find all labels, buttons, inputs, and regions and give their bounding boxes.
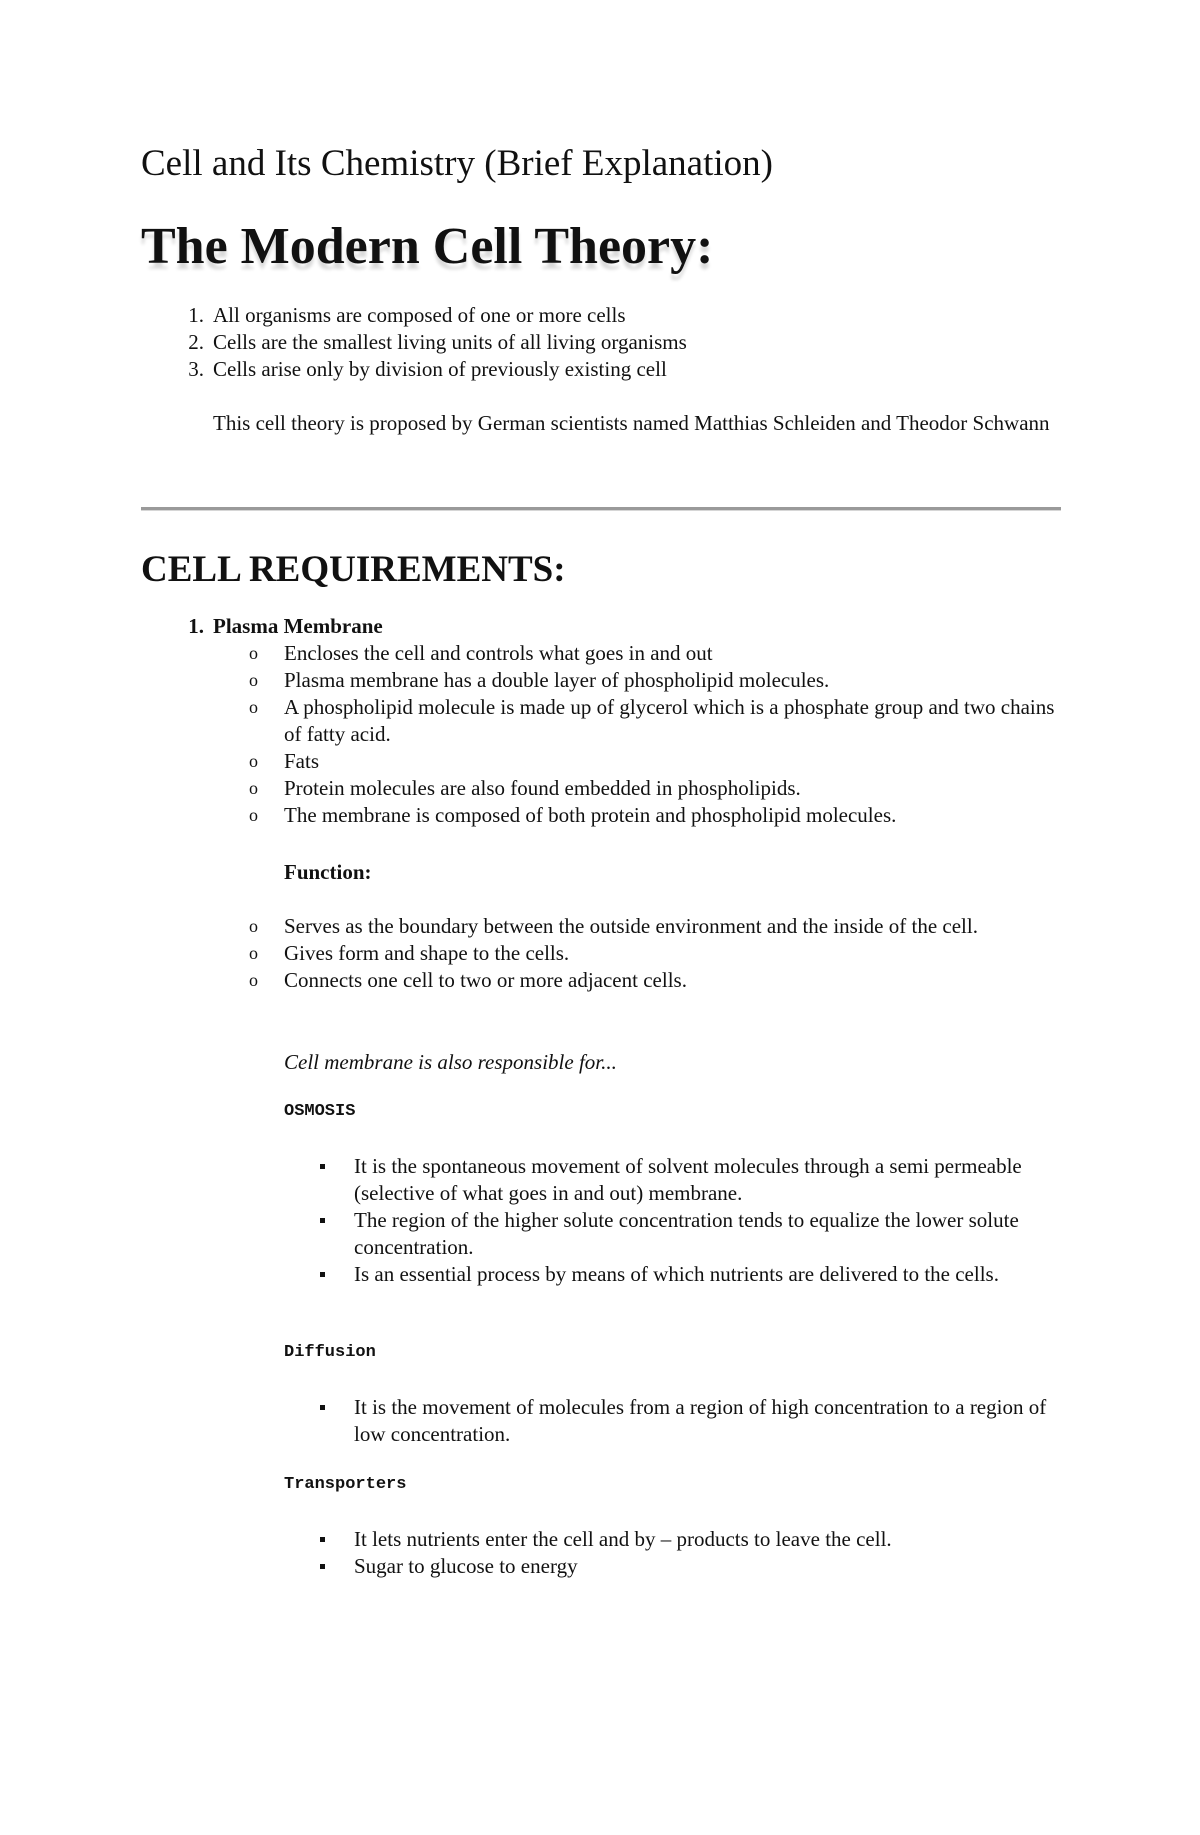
list-text: It is the spontaneous movement of solvent molecules through a semi permeable (selective of what goes in and out) membrane.	[354, 1154, 1022, 1205]
diffusion-points	[284, 1394, 1064, 1448]
list-number: 1.	[188, 303, 204, 327]
bullet-marker: o	[249, 670, 258, 690]
bullet-marker: o	[249, 970, 258, 990]
list-item	[284, 1153, 1064, 1207]
list-number: 2.	[188, 330, 204, 354]
list-item	[213, 913, 1073, 940]
bullet-marker: o	[249, 943, 258, 963]
responsible-note: Cell membrane is also responsible for...	[284, 1050, 617, 1074]
list-item	[213, 802, 1073, 829]
list-text: It lets nutrients enter the cell and by – products to leave the cell.	[354, 1527, 892, 1551]
function-label: Function:	[284, 860, 372, 884]
list-text: Gives form and shape to the cells.	[284, 941, 570, 965]
list-text: Encloses the cell and controls what goes in and out	[284, 641, 713, 665]
square-bullet-icon	[320, 1537, 325, 1542]
document-title: Cell and Its Chemistry (Brief Explanation)	[141, 143, 773, 184]
bullet-marker: o	[249, 805, 258, 825]
square-bullet-icon	[320, 1218, 325, 1223]
membrane-points	[213, 640, 1073, 829]
list-text: All organisms are composed of one or more cells	[213, 303, 626, 327]
list-text: The membrane is composed of both protein and phospholipid molecules.	[284, 803, 897, 827]
list-item	[141, 356, 1061, 383]
theory-note: This cell theory is proposed by German scientists named Matthias Schleiden and Theodor Schwann	[213, 411, 1050, 435]
osmosis-heading: OSMOSIS	[284, 1102, 356, 1121]
requirements-heading: CELL REQUIREMENTS:	[141, 549, 566, 590]
list-text: Connects one cell to two or more adjacent cells.	[284, 968, 687, 992]
list-item	[213, 748, 1073, 775]
list-text: Fats	[284, 749, 320, 773]
theory-list	[141, 302, 1061, 383]
bullet-marker: o	[249, 778, 258, 798]
osmosis-points	[284, 1153, 1064, 1288]
theory-heading: The Modern Cell Theory:	[141, 218, 714, 275]
list-text: The region of the higher solute concentration tends to equalize the lower solute concentration.	[354, 1208, 1019, 1259]
bullet-marker: o	[249, 643, 258, 663]
square-bullet-icon	[320, 1164, 325, 1169]
list-item	[213, 940, 1073, 967]
bullet-marker: o	[249, 751, 258, 771]
list-item	[141, 302, 1061, 329]
list-text: Sugar to glucose to energy	[354, 1554, 578, 1578]
transporters-points	[284, 1526, 1064, 1580]
list-text: It is the movement of molecules from a region of high concentration to a region of low concentration.	[354, 1395, 1047, 1446]
list-text: Is an essential process by means of which nutrients are delivered to the cells.	[354, 1262, 999, 1286]
list-text: Cells are the smallest living units of all living organisms	[213, 330, 687, 354]
list-text: Protein molecules are also found embedded in phospholipids.	[284, 776, 801, 800]
square-bullet-icon	[320, 1564, 325, 1569]
list-item	[213, 775, 1073, 802]
square-bullet-icon	[320, 1405, 325, 1410]
list-text: A phospholipid molecule is made up of glycerol which is a phosphate group and two chains of fatty acid.	[284, 695, 1055, 746]
horizontal-divider	[141, 507, 1061, 511]
requirement-label: Plasma Membrane	[213, 614, 383, 638]
list-item	[284, 1394, 1064, 1448]
list-number: 3.	[188, 357, 204, 381]
list-item	[284, 1261, 1064, 1288]
list-item	[284, 1526, 1064, 1553]
list-item	[213, 640, 1073, 667]
list-item	[284, 1553, 1064, 1580]
square-bullet-icon	[320, 1272, 325, 1277]
list-text: Cells arise only by division of previously existing cell	[213, 357, 667, 381]
diffusion-heading: Diffusion	[284, 1343, 376, 1362]
list-item	[284, 1207, 1064, 1261]
function-points	[213, 913, 1073, 994]
list-item	[213, 694, 1073, 748]
list-item	[141, 329, 1061, 356]
list-text: Serves as the boundary between the outside environment and the inside of the cell.	[284, 914, 978, 938]
bullet-marker: o	[249, 697, 258, 717]
list-item	[213, 967, 1073, 994]
list-number: 1.	[188, 614, 204, 638]
bullet-marker: o	[249, 916, 258, 936]
list-item	[213, 667, 1073, 694]
transporters-heading: Transporters	[284, 1475, 407, 1494]
list-text: Plasma membrane has a double layer of phospholipid molecules.	[284, 668, 830, 692]
